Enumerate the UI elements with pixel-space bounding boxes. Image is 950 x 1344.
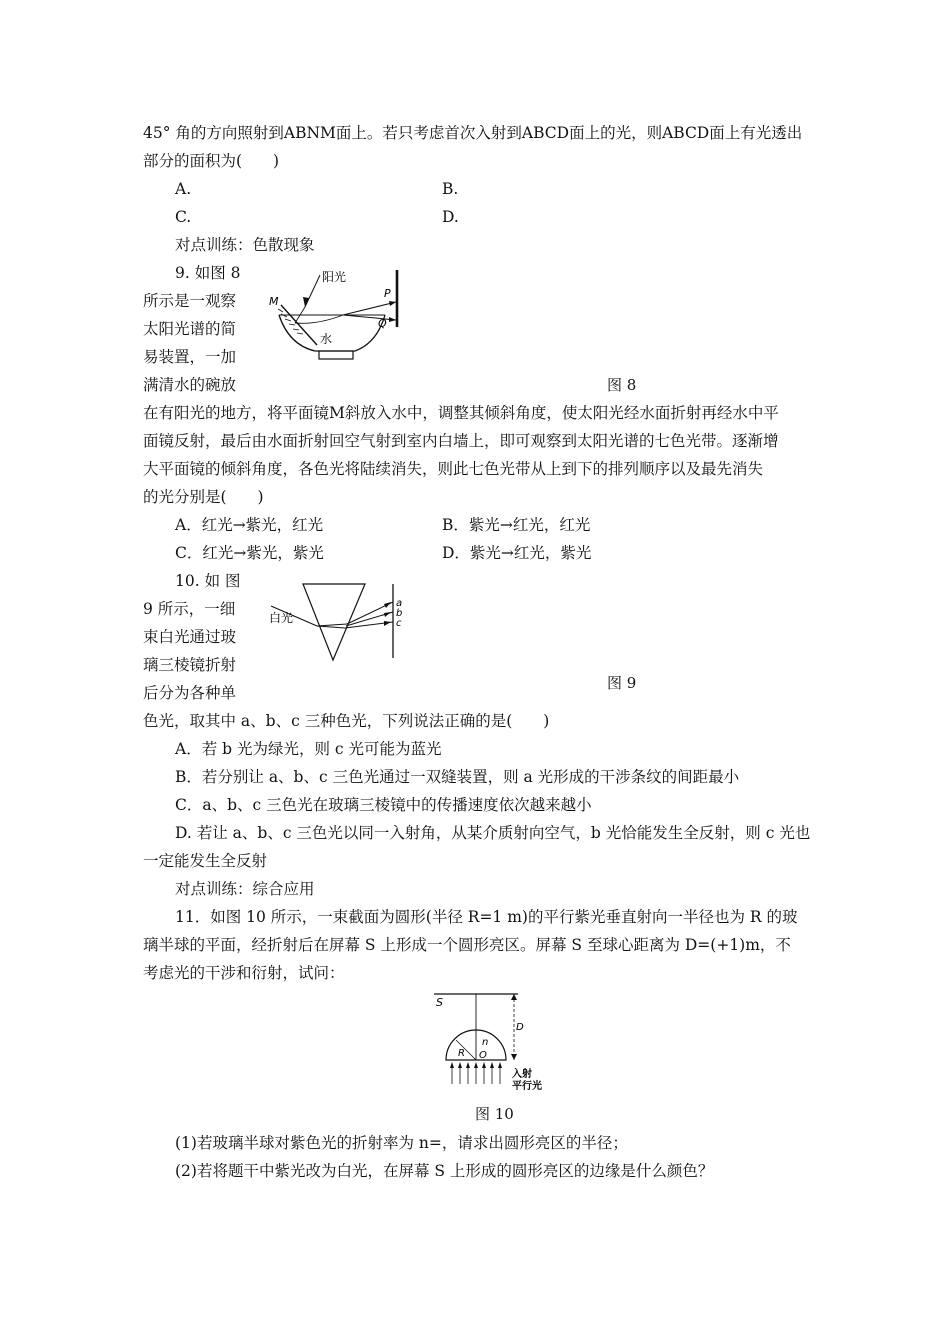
q8-line1: 45° 角的方向照射到ABNM面上。若只考虑首次入射到ABCD面上的光，则ABCD面上有光透出	[143, 124, 803, 142]
figure-9-caption: 图 9	[607, 674, 637, 692]
q8-option-d: D.	[442, 208, 459, 226]
d-arrow-top	[511, 994, 517, 1000]
q8-option-c: C.	[175, 208, 192, 226]
label-a: a	[396, 598, 403, 609]
q9-side-line: 所示是一观察	[143, 292, 237, 310]
q9-body-line: 面镜反射，最后由水面折射回空气射到室内白墙上，即可观察到太阳光谱的七色光带。逐渐增	[143, 432, 779, 450]
glass-prism	[303, 584, 365, 660]
q9-option-b: B．紫光→红光，红光	[442, 516, 591, 534]
q9-option-d: D．紫光→红光，紫光	[442, 544, 592, 562]
d-arrow-bottom	[511, 1054, 517, 1060]
q9-body-line: 大平面镜的倾斜角度，各色光将陆续消失，则此七色光带从上到下的排列顺序以及最先消失	[143, 460, 764, 478]
sunlight-ray	[305, 275, 320, 307]
q9-side-line: 满清水的碗放	[143, 376, 237, 394]
figure-9-prism-diagram	[265, 580, 410, 669]
q9-body-line: 在有阳光的地方，将平面镜M斜放入水中，调整其倾斜角度，使太阳光经水面折射再经水中平	[143, 404, 779, 422]
q9-option-c: C．红光→紫光，紫光	[175, 544, 324, 562]
prism-ray-c	[317, 626, 345, 628]
section-dispersion-heading: 对点训练：色散现象	[175, 236, 315, 254]
label-r: R	[458, 1048, 465, 1059]
label-incident: 入射	[512, 1069, 532, 1080]
figure-10-hemisphere-diagram	[428, 990, 558, 1104]
prism-ray-a	[317, 624, 347, 626]
q10-option-d-line2: 一定能发生全反射	[143, 852, 268, 870]
q8-option-b: B.	[442, 180, 459, 198]
q10-side-line: 10. 如 图	[175, 572, 241, 590]
label-q: Q	[378, 317, 387, 330]
q9-side-line: 太阳光谱的简	[143, 320, 237, 338]
figure-9-svg	[265, 580, 410, 665]
q10-option-c: C．a、b、c 三色光在玻璃三棱镜中的传播速度依次越来越小	[175, 796, 592, 814]
q10-side-line: 后分为各种单	[143, 684, 237, 702]
q10-side-line: 璃三棱镜折射	[143, 656, 237, 674]
arrow-c	[384, 621, 391, 626]
ray-to-q	[343, 315, 396, 320]
arrow-a	[384, 602, 391, 608]
section-application-heading: 对点训练：综合应用	[175, 880, 315, 898]
q11-subquestion-2: (2)若将题干中紫光改为白光，在屏幕 S 上形成的圆形亮区的边缘是什么颜色？	[175, 1162, 714, 1180]
q10-option-b: B．若分别让 a、b、c 三色光通过一双缝装置，则 a 光形成的干涉条纹的间距最小	[175, 768, 740, 786]
label-white-light: 白光	[269, 611, 294, 625]
label-d: D	[516, 1022, 524, 1033]
q10-option-a: A．若 b 光为绿光，则 c 光可能为蓝光	[175, 740, 442, 758]
ray-to-p	[343, 302, 396, 315]
q9-body-line: 的光分别是( )	[143, 488, 264, 506]
q11-line2: 璃半球的平面，经折射后在屏幕 S 上形成一个圆形亮区。屏幕 S 至球心距离为 D=(+1)m，不	[143, 936, 791, 954]
q11-subquestion-1: (1)若玻璃半球对紫色光的折射率为 n=，请求出圆形亮区的半径；	[175, 1134, 628, 1152]
bowl-base	[319, 351, 353, 359]
label-o: O	[479, 1050, 487, 1061]
figure-8-bowl-diagram	[265, 265, 410, 371]
label-b: b	[396, 608, 403, 619]
label-water: 水	[320, 332, 333, 346]
q8-line2: 部分的面积为( )	[143, 152, 280, 170]
q11-line3: 考虑光的干涉和衍射，试问：	[143, 964, 345, 982]
q9-side-line: 易装置，一加	[143, 348, 237, 366]
label-sunlight: 阳光	[322, 270, 347, 284]
label-m: M	[269, 295, 279, 308]
q10-option-d-line1: D. 若让 a、b、c 三色光以同一入射角，从某介质射向空气，b 光恰能发生全反射，则 c 光也	[175, 824, 811, 842]
reflected-ray	[295, 315, 343, 323]
q9-side-line: 9. 如图 8	[175, 264, 241, 282]
label-s: S	[436, 996, 443, 1009]
label-c: c	[396, 618, 402, 629]
q10-body: 色光，取其中 a、b、c 三种色光，下列说法正确的是( )	[143, 712, 550, 730]
q8-option-a: A.	[175, 180, 192, 198]
arrow-b	[384, 612, 391, 617]
figure-10-caption: 图 10	[475, 1105, 514, 1123]
incident-arrowheads	[450, 1062, 502, 1068]
q9-option-a: A．红光→紫光，红光	[175, 516, 324, 534]
figure-8-caption: 图 8	[607, 376, 637, 394]
figure-8-svg	[265, 265, 410, 367]
label-p: P	[384, 287, 391, 300]
q10-side-line: 束白光通过玻	[143, 628, 237, 646]
plane-mirror	[281, 305, 317, 345]
q10-side-line: 9 所示，一细	[143, 600, 236, 618]
q11-line1: 11．如图 10 所示，一束截面为圆形(半径 R=1 m)的平行紫光垂直射向一半径也为 R 的玻	[175, 908, 798, 926]
figure-10-svg	[428, 990, 558, 1100]
label-parallel-light: 平行光	[512, 1081, 542, 1092]
label-n: n	[482, 1037, 489, 1048]
